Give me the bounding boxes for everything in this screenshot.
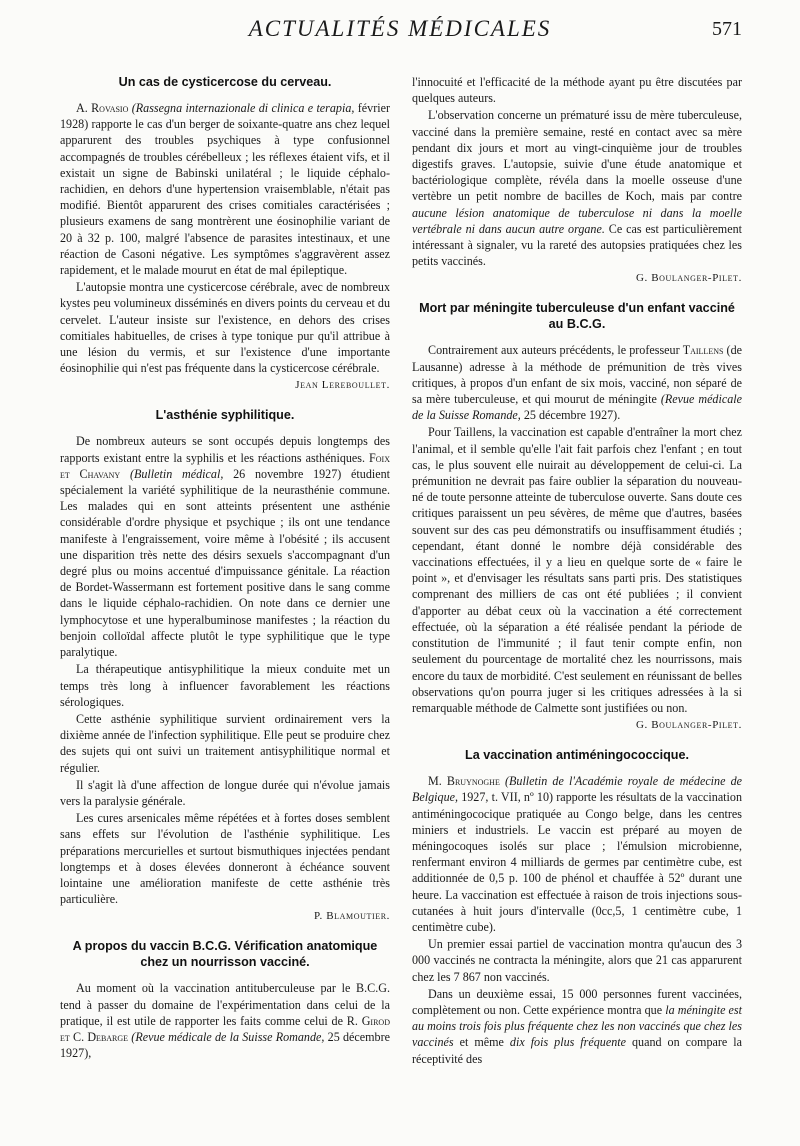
emphasis-text: la méningite est au moins trois fois plus fréquente chez les non vaccinés que chez les vaccinés [412,1002,742,1050]
paragraph-text: quand on compare la réceptivité des [412,1035,742,1066]
signature: Jean Lereboullet. [295,379,390,392]
section-title-bcg-verification: A propos du vaccin B.C.G. Vérification anatomique chez un nourrisson vacciné. [72,939,378,970]
author-name: R. Girod et C. Debarge [60,1013,390,1044]
signature: P. Blamoutier. [314,910,390,923]
paragraph-text: 26 novembre 1927) étudient spécialement la variété syphilitique de la neurasthénie commune. Les malades qui en sont atteints présentent une asthénie considérable d'ordre physique et psychique ; ils ont une tendance manifeste à l'engraissement, voire même à l'obésité ; ils accusent une disparition très nette des désirs sexuels s'accompagnant d'un degré plus ou moins accentué d'impuissance génitale. La réaction de Bordet-Wassermann est fortement positive dans le sang comme dans le liquide céphalo-rachidien. On note dans ce dernier une lymphocytose et une hyperalbuminose manifestes ; la réaction du benjoin colloïdal affecte plutôt le type syphilitique que le type paralytique. [60,466,391,660]
author-name: Taillens [682,343,724,358]
source-citation: (Rassegna internazionale di clinica e terapia, [131,101,355,115]
signature: G. Boulanger-Pilet. [635,272,742,285]
paragraph-text: 25 décembre 1927), [60,1029,390,1061]
paragraph: La thérapeutique antisyphilitique la mieux conduite met un temps très long à influencer favorablement les réactions sérologiques. [60,662,390,709]
paragraph-text: L'observation concerne un prématuré issu de mère tuberculeuse, vacciné dans la première semaine, resté en contact avec sa mère pendant dix jours et mort au vingt-cinquième jour de troubles digestifs graves. L'autopsie, suivie d'une étude anatomique et bactériologique complète, révéla dans la moelle osseuse d'une vertèbre un petit nombre de bacilles de Koch, mais par contre [412,108,742,204]
author-name: Foix et Chavany [60,450,390,481]
author-name: A. Rovasio [76,101,129,115]
page-header [0,10,800,50]
paragraph [412,342,742,423]
signature: G. Boulanger-Pilet. [635,719,742,732]
page-number: 571 [712,18,742,40]
emphasis-text: dix fois plus fréquente [509,1035,626,1050]
paragraph [412,986,742,1067]
source-citation: (Bulletin médical, [129,466,224,481]
emphasis-text: aucune lésion anatomique de tuberculose ni dans la moelle vertébrale ni dans aucun autre organe. [412,205,742,236]
paragraph-text: De nombreux auteurs se sont occupés depuis longtemps des rapports existant entre la syphilis et les réactions asthéniques. [60,434,390,465]
source-citation: (Revue médicale de la Suisse Romande, [412,392,742,423]
paragraph [412,107,742,269]
paragraph: Pour Taillens, la vaccination est capable d'entraîner la mort chez l'animal, et il semble qu'elle l'ait fait parfois chez l'enfant ; en tout cas, le plus souvent elle nuirait au développement de celui-ci. La prémunition ne devrait pas faire oublier la séparation du nouveau-né de toute personne atteinte de tuberculose ouverte. Sans doute ces critiques paraissent un peu sévères, de même que d'autres, basées souvent sur des cas peu démonstratifs ou insuffisamment étudiés ; cependant, étant donné le nombre déjà considérable des vaccinations effectuées, il y a lieu en quelque sorte de « faire le point », et d'envisager les résultats sans parti pris. Des statistiques comprenant des milliers de cas ont été publiées ; il convient d'apporter au débat ceux où la vaccination a été correctement effectuée, où la séparation a été réalisée pendant la période de constitution de l'immunité ; il faut tenir compte enfin, non seulement du pourcentage de mortalité chez les nourrissons, mais encore du taux de morbidité. C'est seulement en réunissant de belles observations qu'on pourra juger si les critiques adressées à la si remarquable méthode de Calmette sont justifiées ou non. [412,425,742,715]
paragraph: L'autopsie montra une cysticercose cérébrale, avec de nombreux kystes peu volumineux disséminés en divers points du cerveau et du cervelet. L'auteur insiste sur l'existence, en dehors des crises comitiales habituelles, de crises à type tonique pur qu'il attribue à une lésion du vermis, et sur l'existence d'une importante éosinophilie qui n'est pas fréquente dans la cysticercose cérébrale. [60,280,390,376]
paragraph-text: (de Lausanne) adresse à la méthode de prémunition de très vives critiques, à propos d'un enfant de six mois, vacciné, non séparé de sa mère tuberculeuse, et qui mourut de méningite [412,343,742,407]
paragraph-text: février 1928) rapporte le cas d'un berger de soixante-quatre ans chez lequel apparurent des troubles psychiques à type confusionnel accompagnés de troubles cérébelleux ; les réflexes étaient vifs, et il existait un signe de Babinski unilatéral ; le liquide céphalo-rachidien, en dehors d'une hypertension vraisemblable, n'était pas modifié. Bientôt apparurent des crises comitiales caractérisées ; plusieurs examens de sang montrèrent une éosinophilie variant de 20 à 32 p. 100, malgré l'absence de parasites intestinaux, et une réaction de Casoni négative. Les symptômes s'aggravèrent assez rapidement, et le malade mourut en état de mal épileptique. [60,101,390,278]
paragraph: Les cures arsenicales même répétées et à fortes doses semblent sans effets sur l'évolution de l'asthénie syphilitique. Les préparations mercurielles et surtout bismuthiques injectées pendant longtemps et à doses élevées donneront à échéance souvent lointaine une amélioration manifeste de cette asthénie très particulière. [60,811,390,907]
paragraph: Un premier essai partiel de vaccination montra qu'aucun des 3 000 vaccinés ne contracta la méningite, alors que 21 cas apparurent chez les 7 867 non vaccinés. [412,937,742,984]
paragraph-text: 25 décembre 1927). [523,408,621,423]
author-name: M. Bruynoghe [428,774,500,789]
paragraph-text: 1927, t. VII, nº 10) rapporte les résultats de la vaccination antiméningococique pratiquée au Congo belge, dans les centres miniers et industriels. Le vaccin est préparé au moyen de méningocoques isolés sur place ; l'émulsion microbienne, renfermant environ 4 milliards de germes par centimètre cube, est additionnée de 0,5 p. 100 de phénol et chauffée à 52º durant une heure. La vaccination est effectuée à raison de trois injections sous-cutanées à huit jours d'intervalle (0cc,5, 1 centimètre cube, 1 centimètre cube). [412,790,743,934]
section-title-meningite: Mort par méningite tuberculeuse d'un enfant vacciné au B.C.G. [419,301,735,332]
section-title-cysticercose: Un cas de cysticercose du cerveau. [118,75,332,89]
paragraph: Cette asthénie syphilitique survient ordinairement vers la dixième année de l'infection syphilitique. Elle peut se produire chez des sujets qui ont suivi un traitement antisyphilitique normal et régulier. [60,711,390,775]
paragraph: Il s'agit là d'une affection de longue durée qui n'évolue jamais vers la paralysie générale. [60,777,390,808]
paragraph [60,100,390,278]
source-citation: (Bulletin de l'Académie royale de médecine de Belgique, [412,774,742,805]
section-title-asthenie: L'asthénie syphilitique. [155,408,295,423]
right-column [412,74,742,1067]
paragraph-text: Dans un deuxième essai, 15 000 personnes furent vaccinées, complètement ou non. Cette expérience montra que [412,986,742,1017]
running-title: ACTUALITÉS MÉDICALES [248,16,552,41]
paragraph-text: Contrairement aux auteurs précédents, le professeur [428,343,680,358]
paragraph: l'innocuité et l'efficacité de la méthode ayant pu être discutées par quelques auteurs. [412,75,742,106]
paragraph [60,433,390,660]
left-column [60,74,390,1061]
paragraph [412,773,742,935]
paragraph-text: Ce cas est particulièrement intéressant à signaler, vu la rareté des autopsies pratiquées chez les petits vaccinés. [412,221,742,269]
paragraph [60,980,390,1061]
paragraph-text: Au moment où la vaccination antituberculeuse par le B.C.G. tend à passer du domaine de l'expérimentation dans celui de la pratique, il est utile de rapporter les faits comme celui de [60,981,390,1028]
section-title-antimeningococcique: La vaccination antiméningococcique. [465,748,689,763]
source-citation: (Revue médicale de la Suisse Romande, [131,1029,325,1044]
paragraph-text: et même [459,1035,504,1050]
